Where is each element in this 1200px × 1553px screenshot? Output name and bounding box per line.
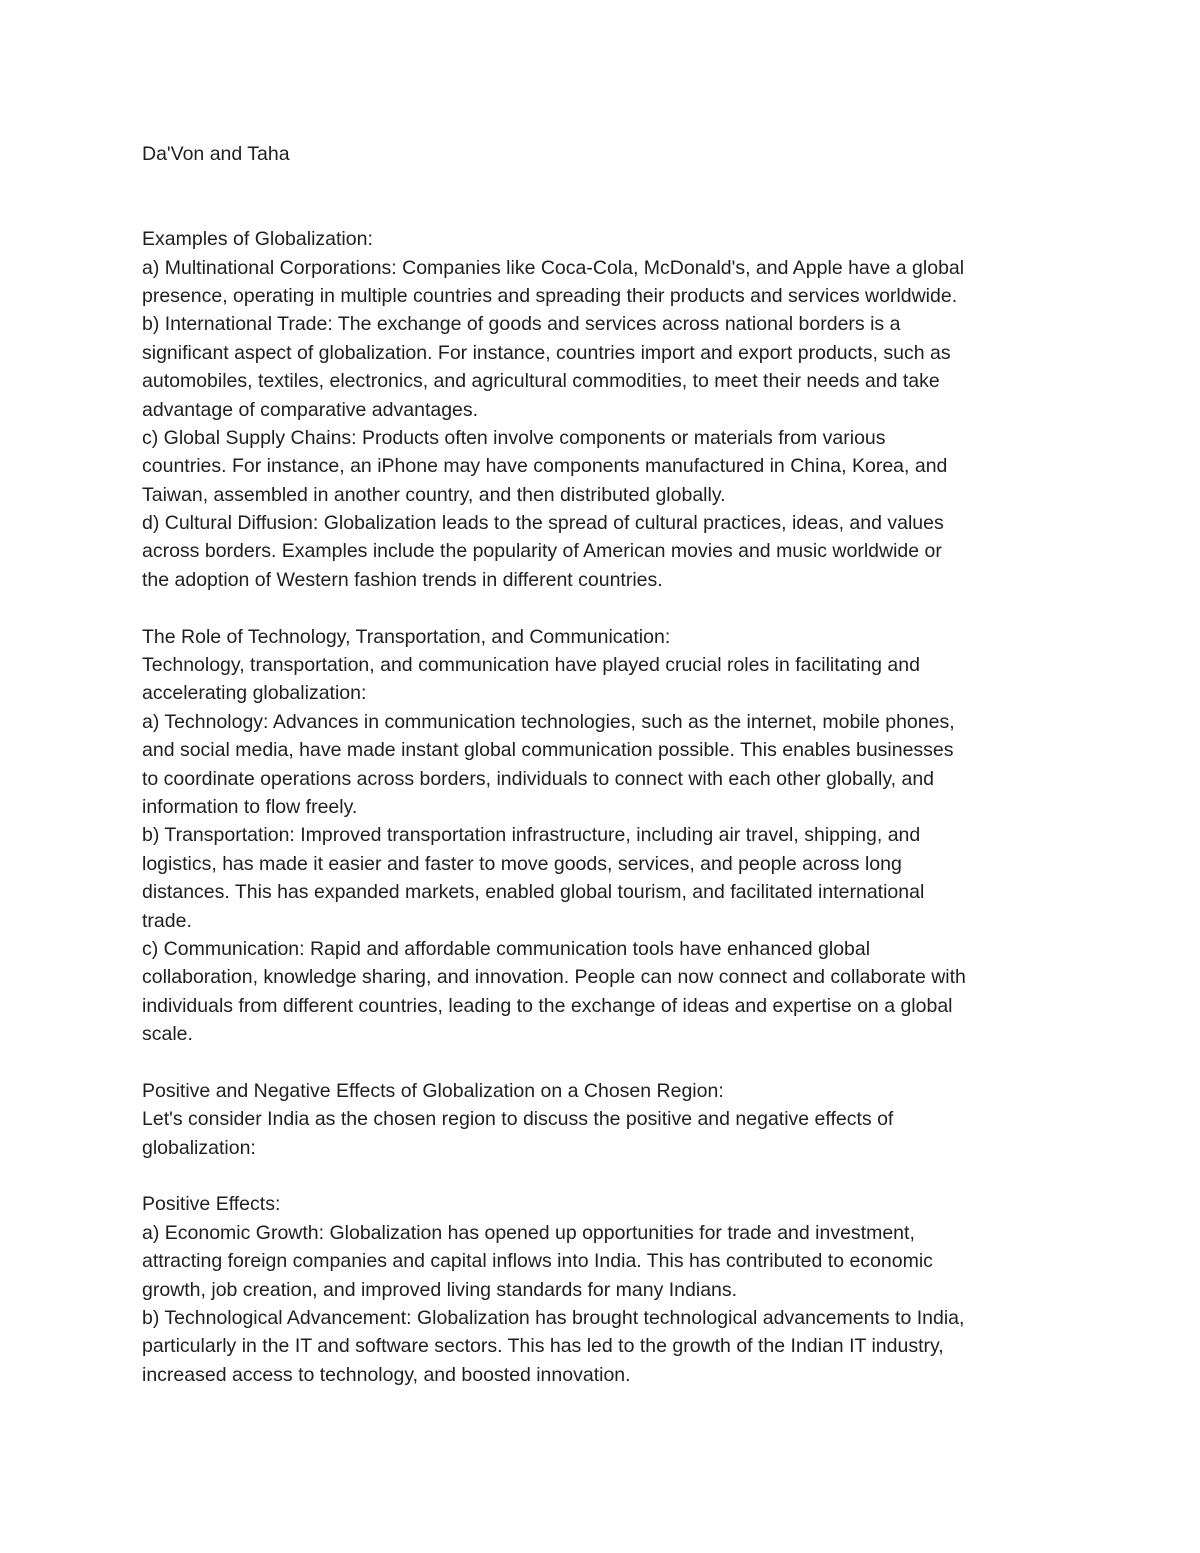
text-line: increased access to technology, and boosted innovation. xyxy=(142,1363,631,1386)
text-line: across borders. Examples include the popularity of American movies and music worldwide or xyxy=(142,540,942,563)
text-line: d) Cultural Diffusion: Globalization leads to the spread of cultural practices, ideas, and values xyxy=(142,512,944,535)
authors-line: Da'Von and Taha xyxy=(142,143,290,165)
text-line: b) International Trade: The exchange of goods and services across national borders is a xyxy=(142,313,901,336)
text-line: presence, operating in multiple countries and spreading their products and services worldwide. xyxy=(142,284,958,307)
document-body xyxy=(142,140,1062,1389)
section-heading-line: Positive and Negative Effects of Globalization on a Chosen Region: xyxy=(142,1079,724,1102)
technology-section xyxy=(142,623,1062,1049)
text-line: to coordinate operations across borders, individuals to connect with each other globally, and xyxy=(142,767,935,790)
text-line: accelerating globalization: xyxy=(142,682,367,705)
text-line: c) Global Supply Chains: Products often involve components or materials from various xyxy=(142,426,886,449)
text-line: information to flow freely. xyxy=(142,796,358,818)
text-line: advantage of comparative advantages. xyxy=(142,398,479,421)
text-line: a) Technology: Advances in communication technologies, such as the internet, mobile phones, xyxy=(142,710,955,733)
text-line: trade. xyxy=(142,909,192,932)
text-line: b) Transportation: Improved transportation infrastructure, including air travel, shipping, and xyxy=(142,824,921,847)
text-line: b) Technological Advancement: Globalization has brought technological advancements to India, xyxy=(142,1307,965,1330)
text-line: growth, job creation, and improved living standards for many Indians. xyxy=(142,1278,738,1301)
text-line: individuals from different countries, leading to the exchange of ideas and expertise on a global xyxy=(142,994,953,1017)
text-line: automobiles, textiles, electronics, and agricultural commodities, to meet their needs and take xyxy=(142,370,940,393)
sections-container xyxy=(142,225,1062,1389)
text-line: logistics, has made it easier and faster to move goods, services, and people across long xyxy=(142,852,902,875)
text-line: collaboration, knowledge sharing, and innovation. People can now connect and collaborate with xyxy=(142,966,966,989)
text-line: distances. This has expanded markets, enabled global tourism, and facilitated international xyxy=(142,881,925,904)
section-heading-line: Examples of Globalization: xyxy=(142,228,373,251)
text-line: scale. xyxy=(142,1023,193,1046)
text-line: Taiwan, assembled in another country, and then distributed globally. xyxy=(142,483,726,506)
text-line: a) Economic Growth: Globalization has opened up opportunities for trade and investment, xyxy=(142,1221,915,1244)
section-heading-line: Positive Effects: xyxy=(142,1193,281,1216)
text-line: the adoption of Western fashion trends in different countries. xyxy=(142,568,663,591)
effects-section xyxy=(142,1077,1062,1162)
text-line: and social media, have made instant global communication possible. This enables businesses xyxy=(142,739,954,762)
text-line: particularly in the IT and software sectors. This has led to the growth of the Indian IT industry, xyxy=(142,1335,944,1358)
text-line: Let's consider India as the chosen region to discuss the positive and negative effects of xyxy=(142,1108,894,1131)
text-line: Technology, transportation, and communication have played crucial roles in facilitating and xyxy=(142,654,920,677)
section-heading-line: The Role of Technology, Transportation, and Communication: xyxy=(142,625,671,648)
paragraph-gap xyxy=(142,594,1062,622)
paragraph-gap xyxy=(142,1162,1062,1190)
text-line: countries. For instance, an iPhone may have components manufactured in China, Korea, and xyxy=(142,455,948,478)
text-line: globalization: xyxy=(142,1136,256,1159)
text-line: significant aspect of globalization. For instance, countries import and export products, such as xyxy=(142,341,951,364)
text-line: a) Multinational Corporations: Companies like Coca-Cola, McDonald's, and Apple have a global xyxy=(142,256,965,279)
text-line: attracting foreign companies and capital inflows into India. This has contributed to economic xyxy=(142,1250,933,1273)
positive-effects-section xyxy=(142,1190,1062,1389)
spacer xyxy=(142,168,1062,225)
examples-section xyxy=(142,225,1062,594)
paragraph-gap xyxy=(142,1049,1062,1077)
text-line: c) Communication: Rapid and affordable communication tools have enhanced global xyxy=(142,937,871,960)
